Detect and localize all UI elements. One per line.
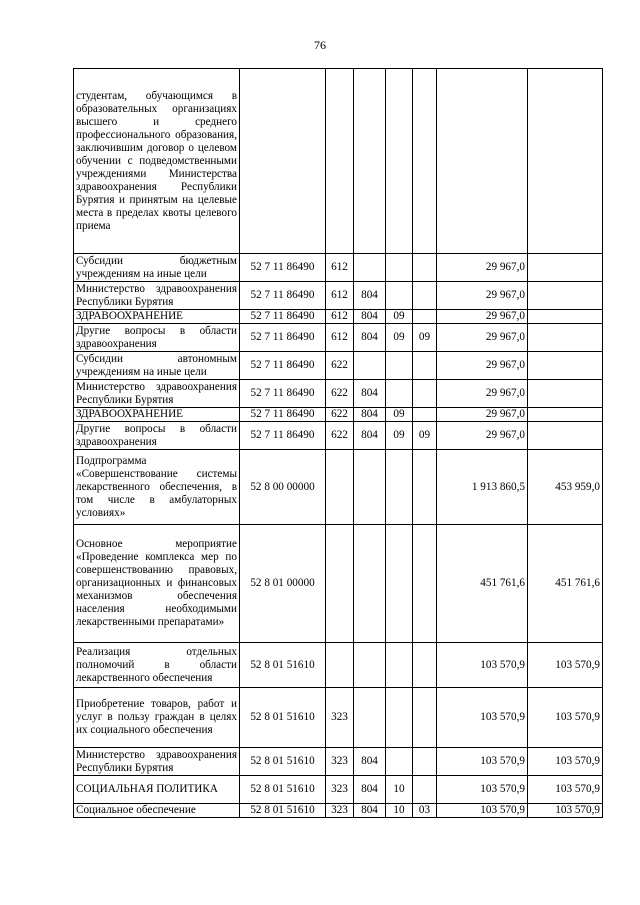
section-cell <box>386 748 413 776</box>
federal-amount-cell: 103 570,9 <box>528 804 603 818</box>
expense-type-cell: 622 <box>326 408 354 422</box>
table-row <box>74 282 603 310</box>
row-name-cell: ЗДРАВООХРАНЕНИЕ <box>74 310 240 324</box>
expense-type-cell <box>326 525 354 643</box>
target-code-cell: 52 8 01 51610 <box>240 643 326 688</box>
federal-amount-cell <box>528 380 603 408</box>
amount-cell: 103 570,9 <box>437 776 528 804</box>
department-cell: 804 <box>354 324 386 352</box>
amount-cell: 1 913 860,5 <box>437 450 528 525</box>
amount-cell: 29 967,0 <box>437 352 528 380</box>
expense-type-cell <box>326 643 354 688</box>
table-row <box>74 450 603 525</box>
section-cell <box>386 352 413 380</box>
table-row <box>74 254 603 282</box>
subsection-cell <box>413 525 437 643</box>
federal-amount-cell <box>528 422 603 450</box>
target-code-cell: 52 8 01 51610 <box>240 688 326 748</box>
section-cell <box>386 525 413 643</box>
row-name-cell: Приобретение товаров, работ и услуг в пользу граждан в целях их социального обеспечения <box>74 688 240 748</box>
section-cell <box>386 69 413 254</box>
federal-amount-cell: 453 959,0 <box>528 450 603 525</box>
section-cell <box>386 380 413 408</box>
section-cell <box>386 450 413 525</box>
table-row <box>74 422 603 450</box>
expense-type-cell: 323 <box>326 688 354 748</box>
section-cell <box>386 643 413 688</box>
row-name-cell: СОЦИАЛЬНАЯ ПОЛИТИКА <box>74 776 240 804</box>
subsection-cell <box>413 450 437 525</box>
row-name-cell: Субсидии автономным учреждениям на иные цели <box>74 352 240 380</box>
subsection-cell <box>413 282 437 310</box>
amount-cell: 29 967,0 <box>437 254 528 282</box>
table-row <box>74 380 603 408</box>
table-row <box>74 408 603 422</box>
subsection-cell <box>413 69 437 254</box>
subsection-cell <box>413 380 437 408</box>
federal-amount-cell: 451 761,6 <box>528 525 603 643</box>
row-name-cell: Министерство здравоохранения Республики Бурятия <box>74 380 240 408</box>
federal-amount-cell <box>528 254 603 282</box>
expense-type-cell <box>326 69 354 254</box>
expense-type-cell: 612 <box>326 310 354 324</box>
row-name-cell: Другие вопросы в области здравоохранения <box>74 324 240 352</box>
page-number: 76 <box>314 38 326 52</box>
target-code-cell: 52 7 11 86490 <box>240 310 326 324</box>
section-cell <box>386 688 413 748</box>
department-cell: 804 <box>354 776 386 804</box>
expense-type-cell: 622 <box>326 352 354 380</box>
amount-cell: 103 570,9 <box>437 688 528 748</box>
amount-cell: 103 570,9 <box>437 748 528 776</box>
federal-amount-cell <box>528 408 603 422</box>
subsection-cell <box>413 776 437 804</box>
department-cell: 804 <box>354 380 386 408</box>
target-code-cell: 52 8 01 51610 <box>240 804 326 818</box>
table-row <box>74 688 603 748</box>
row-name-cell: Основное мероприятие «Проведение комплекса мер по совершенствованию правовых, организационных и финансовых механизмов обеспечения населения необходимыми лекарственными препаратами» <box>74 525 240 643</box>
subsection-cell: 09 <box>413 422 437 450</box>
amount-cell: 29 967,0 <box>437 324 528 352</box>
expense-type-cell: 612 <box>326 324 354 352</box>
federal-amount-cell: 103 570,9 <box>528 643 603 688</box>
subsection-cell <box>413 688 437 748</box>
amount-cell: 29 967,0 <box>437 310 528 324</box>
section-cell <box>386 254 413 282</box>
table-row <box>74 69 603 254</box>
department-cell: 804 <box>354 310 386 324</box>
row-name-cell: ЗДРАВООХРАНЕНИЕ <box>74 408 240 422</box>
table-row <box>74 643 603 688</box>
federal-amount-cell: 103 570,9 <box>528 688 603 748</box>
row-name-cell: Социальное обеспечение <box>74 804 240 818</box>
department-cell: 804 <box>354 804 386 818</box>
expense-type-cell: 323 <box>326 804 354 818</box>
target-code-cell <box>240 69 326 254</box>
row-name-cell: Субсидии бюджетным учреждениям на иные цели <box>74 254 240 282</box>
row-name-cell: Министерство здравоохранения Республики Бурятия <box>74 282 240 310</box>
target-code-cell: 52 7 11 86490 <box>240 282 326 310</box>
subsection-cell: 03 <box>413 804 437 818</box>
amount-cell: 103 570,9 <box>437 643 528 688</box>
amount-cell: 29 967,0 <box>437 282 528 310</box>
target-code-cell: 52 7 11 86490 <box>240 380 326 408</box>
expense-type-cell <box>326 450 354 525</box>
department-cell: 804 <box>354 748 386 776</box>
target-code-cell: 52 8 01 00000 <box>240 525 326 643</box>
target-code-cell: 52 8 00 00000 <box>240 450 326 525</box>
department-cell <box>354 352 386 380</box>
department-cell <box>354 254 386 282</box>
expense-type-cell: 612 <box>326 254 354 282</box>
department-cell <box>354 688 386 748</box>
department-cell <box>354 643 386 688</box>
table-row <box>74 352 603 380</box>
department-cell: 804 <box>354 408 386 422</box>
section-cell <box>386 282 413 310</box>
subsection-cell <box>413 748 437 776</box>
section-cell: 09 <box>386 310 413 324</box>
section-cell: 10 <box>386 776 413 804</box>
subsection-cell <box>413 310 437 324</box>
section-cell: 09 <box>386 408 413 422</box>
expense-type-cell: 323 <box>326 748 354 776</box>
table-row <box>74 525 603 643</box>
amount-cell <box>437 69 528 254</box>
amount-cell: 29 967,0 <box>437 422 528 450</box>
budget-table <box>73 68 603 818</box>
department-cell <box>354 69 386 254</box>
row-name-cell: студентам, обучающимся в образовательных организациях высшего и среднего профессионального образования, заключившим договор о целевом обучении с подведомственными учреждениями Министерства здравоохранения Республики Бурятия и принятым на целевые места в пределах квоты целевого приема <box>74 69 240 254</box>
subsection-cell <box>413 643 437 688</box>
row-name-cell: Министерство здравоохранения Республики Бурятия <box>74 748 240 776</box>
table-row <box>74 804 603 818</box>
target-code-cell: 52 8 01 51610 <box>240 748 326 776</box>
federal-amount-cell <box>528 282 603 310</box>
federal-amount-cell <box>528 324 603 352</box>
target-code-cell: 52 7 11 86490 <box>240 408 326 422</box>
row-name-cell: Другие вопросы в области здравоохранения <box>74 422 240 450</box>
department-cell <box>354 450 386 525</box>
section-cell: 09 <box>386 324 413 352</box>
table-body <box>74 69 603 818</box>
subsection-cell <box>413 352 437 380</box>
section-cell: 09 <box>386 422 413 450</box>
row-name-cell: Реализация отдельных полномочий в области лекарственного обеспечения <box>74 643 240 688</box>
expense-type-cell: 622 <box>326 422 354 450</box>
table-row <box>74 748 603 776</box>
department-cell: 804 <box>354 282 386 310</box>
subsection-cell: 09 <box>413 324 437 352</box>
table-row <box>74 310 603 324</box>
department-cell: 804 <box>354 422 386 450</box>
table-row <box>74 324 603 352</box>
amount-cell: 451 761,6 <box>437 525 528 643</box>
amount-cell: 29 967,0 <box>437 408 528 422</box>
federal-amount-cell <box>528 310 603 324</box>
federal-amount-cell <box>528 69 603 254</box>
amount-cell: 103 570,9 <box>437 804 528 818</box>
subsection-cell <box>413 254 437 282</box>
target-code-cell: 52 7 11 86490 <box>240 254 326 282</box>
amount-cell: 29 967,0 <box>437 380 528 408</box>
row-name-cell: Подпрограмма «Совершенствование системы лекарственного обеспечения, в том числе в амбулаторных условиях» <box>74 450 240 525</box>
expense-type-cell: 612 <box>326 282 354 310</box>
target-code-cell: 52 8 01 51610 <box>240 776 326 804</box>
subsection-cell <box>413 408 437 422</box>
federal-amount-cell: 103 570,9 <box>528 748 603 776</box>
section-cell: 10 <box>386 804 413 818</box>
federal-amount-cell: 103 570,9 <box>528 776 603 804</box>
table-row <box>74 776 603 804</box>
target-code-cell: 52 7 11 86490 <box>240 324 326 352</box>
expense-type-cell: 323 <box>326 776 354 804</box>
department-cell <box>354 525 386 643</box>
target-code-cell: 52 7 11 86490 <box>240 352 326 380</box>
federal-amount-cell <box>528 352 603 380</box>
expense-type-cell: 622 <box>326 380 354 408</box>
target-code-cell: 52 7 11 86490 <box>240 422 326 450</box>
